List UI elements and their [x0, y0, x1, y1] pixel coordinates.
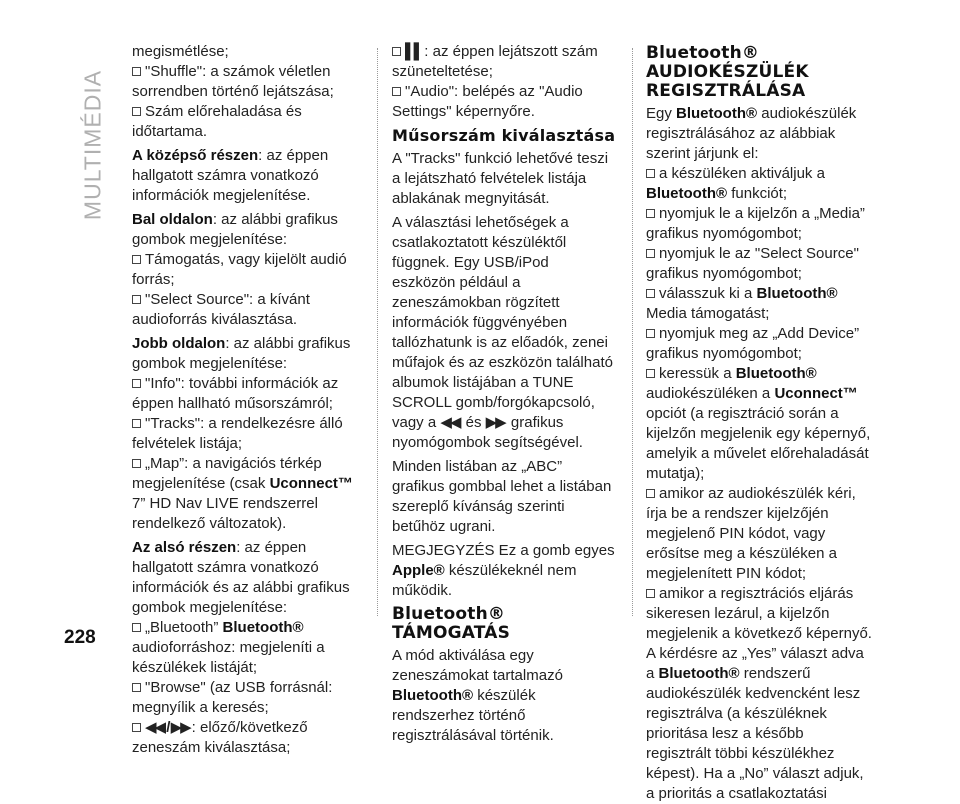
paragraph: A középső részen: az éppen hallgatott számra vonatkozó információk megjelenítése.: [132, 147, 329, 204]
paragraph: Egy Bluetooth® audiokészülék regisztrálásához az alábbiak szerint járjunk el:: [646, 105, 857, 162]
checkbox-bullet-icon: [132, 419, 141, 428]
pause-icon: ▌▌: [405, 43, 423, 60]
checkbox-bullet-icon: [646, 489, 655, 498]
section-heading: Bluetooth® TÁMOGATÁS: [392, 604, 511, 643]
checkbox-bullet-icon: [132, 255, 141, 264]
checkbox-bullet-icon: [392, 47, 401, 56]
column-1: [132, 42, 356, 758]
paragraph: Jobb oldalon: az alábbi grafikus gombok megjelenítése:: [132, 335, 351, 372]
checkbox-bullet-icon: [132, 683, 141, 692]
list-item: „Bluetooth” Bluetooth® audioforráshoz: megjeleníti a készülékek listáját;: [132, 619, 325, 676]
checkbox-bullet-icon: [132, 623, 141, 632]
checkbox-bullet-icon: [392, 87, 401, 96]
list-item: a készüléken aktiváljuk a Bluetooth® funkciót;: [646, 165, 825, 202]
column-3: [646, 42, 872, 804]
list-item: "Browse" (az USB forrásnál: megnyílik a keresés;: [132, 679, 333, 716]
next-icon: ▶▶: [485, 414, 505, 431]
list-item: "Shuffle": a számok véletlen sorrendben történő lejátszása;: [132, 63, 334, 100]
section-side-label: MULTIMÉDIA: [79, 69, 106, 221]
section-heading: Bluetooth® AUDIOKÉSZÜLÉK REGISZTRÁLÁSA: [646, 43, 809, 101]
paragraph: A "Tracks" funkció lehetővé teszi a lejátszható felvételek listája ablakának megnyitását.: [392, 150, 609, 207]
checkbox-bullet-icon: [132, 723, 141, 732]
list-item: Szám előrehaladása és időtartama.: [132, 103, 302, 140]
checkbox-bullet-icon: [132, 107, 141, 116]
note: MEGJEGYZÉS Ez a gomb egyes Apple® készülékeknél nem működik.: [392, 542, 615, 599]
list-item: "Audio": belépés az "Audio Settings" képernyőre.: [392, 83, 583, 120]
checkbox-bullet-icon: [646, 589, 655, 598]
paragraph: Minden listában az „ABC” grafikus gombbal lehet a listában szereplő kívánság szerinti betűhöz ugrani.: [392, 458, 612, 535]
list-item: „Map”: a navigációs térkép megjelenítése (csak Uconnect™ 7” HD Nav LIVE rendszerrel rendelkező változatok).: [132, 455, 353, 532]
column-divider: [377, 48, 378, 616]
list-item: keressük a Bluetooth® audiokészüléken a Uconnect™ opciót (a regisztráció során a kijelzőn megjelenik egy képernyő, amelyik a művelet előrehaladását mutatja);: [646, 365, 871, 482]
list-item: "Info": további információk az éppen hallható műsorszámról;: [132, 375, 339, 412]
list-item: amikor az audiokészülék kéri, írja be a rendszer kijelzőjén megjelenő PIN kódot, vagy erősítse meg a készüléken a megjelenített PIN kódot;: [646, 485, 856, 582]
list-item: "Tracks": a rendelkezésre álló felvételek listája;: [132, 415, 343, 452]
paragraph: A mód aktiválása egy zeneszámokat tartalmazó Bluetooth® készülék rendszerhez történő regisztrálásával történik.: [392, 647, 563, 744]
checkbox-bullet-icon: [646, 209, 655, 218]
list-item: válasszuk ki a Bluetooth® Media támogatást;: [646, 285, 838, 322]
list-item: nyomjuk meg az „Add Device” grafikus nyomógombot;: [646, 325, 860, 362]
checkbox-bullet-icon: [132, 379, 141, 388]
list-item: "Select Source": a kívánt audioforrás kiválasztása.: [132, 291, 310, 328]
page-number: 228: [64, 627, 96, 648]
list-item: Támogatás, vagy kijelölt audió forrás;: [132, 251, 347, 288]
paragraph: A választási lehetőségek a csatlakoztatott készüléktől függnek. Egy USB/iPod eszközön például a zeneszámokban rögzített információk függvényében tallózhatunk is az előadók, zenei műfajok és az eszközön található albumok listájában a TUNE SCROLL gomb/forgókapcsoló, vagy a ◀◀ és ▶▶ grafikus nyomógombok segítségével.: [392, 214, 613, 451]
checkbox-bullet-icon: [646, 249, 655, 258]
checkbox-bullet-icon: [646, 289, 655, 298]
paragraph: Az alsó részen: az éppen hallgatott számra vonatkozó információk és az alábbi grafikus gombok megjelenítése:: [132, 539, 350, 616]
column-divider: [632, 48, 633, 616]
column-2: [392, 42, 616, 746]
list-item: nyomjuk le az "Select Source" grafikus nyomógombot;: [646, 245, 859, 282]
checkbox-bullet-icon: [132, 459, 141, 468]
checkbox-bullet-icon: [646, 329, 655, 338]
checkbox-bullet-icon: [132, 67, 141, 76]
list-item: nyomjuk le a kijelzőn a „Media” grafikus nyomógombot;: [646, 205, 865, 242]
paragraph: megismétlése;: [132, 43, 229, 60]
list-item: ◀◀ / ▶▶ : előző/következő zeneszám kiválasztása;: [132, 719, 308, 756]
section-heading: Műsorszám kiválasztása: [392, 126, 616, 145]
checkbox-bullet-icon: [646, 169, 655, 178]
list-item: ▌▌ : az éppen lejátszott szám szüneteltetése;: [392, 43, 598, 80]
previous-icon: ◀◀: [440, 414, 460, 431]
checkbox-bullet-icon: [132, 295, 141, 304]
paragraph: Bal oldalon: az alábbi grafikus gombok megjelenítése:: [132, 211, 338, 248]
prev-next-icon: ◀◀ / ▶▶: [145, 719, 190, 736]
checkbox-bullet-icon: [646, 369, 655, 378]
list-item: amikor a regisztrációs eljárás sikeresen lezárul, a kijelzőn megjelenik a következő képernyő. A kérdésre az „Yes” választ adva a Bluetooth® rendszerű audiokészülék kedvencként lesz regisztrálva (a készüléknek prioritása lesz a később regisztrált többi készülékhez képest). Ha a „No” választ adjuk, a prioritás a csatlakoztatási: [646, 585, 872, 802]
